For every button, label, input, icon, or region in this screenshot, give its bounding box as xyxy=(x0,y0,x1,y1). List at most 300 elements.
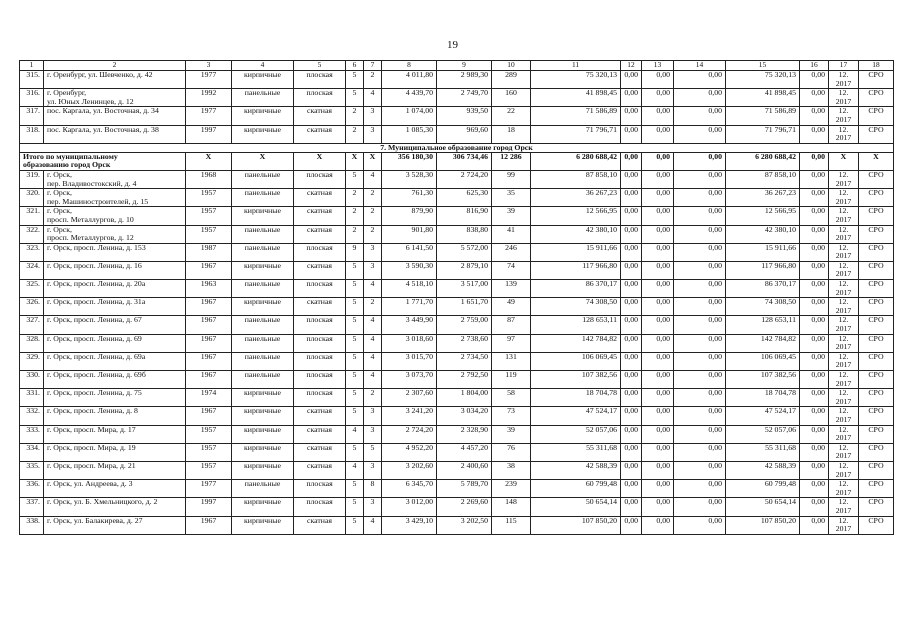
total-cost-cell: 0,00 xyxy=(642,152,674,170)
cost-cell: 0,00 xyxy=(674,207,726,225)
year-cell: 1957 xyxy=(186,225,232,243)
row-number-cell: 330. xyxy=(20,371,44,389)
deadline-cell-line: 12. xyxy=(838,225,849,234)
cost-cell: 0,00 xyxy=(674,125,726,143)
address-cell-line: г. Орск, просп. Ленина, д. 20а xyxy=(47,279,146,289)
address-cell-line: г. Орск, xyxy=(47,206,72,216)
cost-cell: 0,00 xyxy=(642,107,674,125)
row-number-cell: 318. xyxy=(20,125,44,143)
cost-cell: 0,00 xyxy=(800,189,829,207)
wall-material-cell: кирпичные xyxy=(232,71,294,89)
cost-cell: 0,00 xyxy=(642,407,674,425)
cost-total-cell: 15 911,66 xyxy=(531,243,621,261)
address-cell-line: г. Орск, просп. Ленина, д. 153 xyxy=(47,243,146,252)
wall-material-cell: кирпичные xyxy=(232,407,294,425)
funding-cell: СРО xyxy=(859,261,894,279)
address-cell-line: г. Орск, просп. Ленина, д. 69 xyxy=(47,334,142,343)
funding-cell: СРО xyxy=(859,243,894,261)
address-cell-line: г. Орск, xyxy=(47,170,72,179)
row-number-cell: 329. xyxy=(20,352,44,370)
entrances-cell: 2 xyxy=(364,71,382,89)
cost-cell: 0,00 xyxy=(800,461,829,479)
year-cell: 1997 xyxy=(186,498,232,516)
total-area-cell: 3 241,20 xyxy=(382,407,437,425)
residents-cell: 131 xyxy=(492,352,531,370)
cost-cell: 0,00 xyxy=(621,407,642,425)
entrances-cell: 3 xyxy=(364,498,382,516)
cost-cell: 0,00 xyxy=(642,389,674,407)
address-cell-line: г. Орск, просп. Ленина, д. 75 xyxy=(47,388,142,398)
total-area-cell: 2 724,20 xyxy=(382,425,437,443)
year-cell: 1967 xyxy=(186,316,232,334)
deadline-cell xyxy=(829,316,859,334)
row-number-cell: 332. xyxy=(20,407,44,425)
deadline-cell-line: 12. xyxy=(838,388,849,398)
total-area-cell: 3 018,60 xyxy=(382,334,437,352)
wall-material-cell: кирпичные xyxy=(232,107,294,125)
deadline-cell xyxy=(829,107,859,125)
table-row xyxy=(20,280,894,298)
row-number-cell: 321. xyxy=(20,207,44,225)
column-number-cell: 13 xyxy=(642,61,674,71)
residents-cell: 115 xyxy=(492,516,531,534)
funding-cell: СРО xyxy=(859,125,894,143)
entrances-cell: 3 xyxy=(364,461,382,479)
floors-cell: 5 xyxy=(346,389,364,407)
cost-cell: 0,00 xyxy=(642,280,674,298)
deadline-cell-line: 12. xyxy=(838,125,849,134)
funding-cell: СРО xyxy=(859,207,894,225)
column-number-cell: 1 xyxy=(20,61,44,71)
cost-total-cell: 107 850,20 xyxy=(531,516,621,534)
floors-cell: 5 xyxy=(346,89,364,107)
deadline-cell xyxy=(829,71,859,89)
roof-type-cell: плоская xyxy=(294,498,346,516)
address-cell xyxy=(44,461,186,479)
deadline-cell xyxy=(829,334,859,352)
wall-material-cell: панельные xyxy=(232,334,294,352)
roof-type-cell: скатная xyxy=(294,225,346,243)
address-cell-line: г. Орск, xyxy=(47,225,72,234)
deadline-cell-line: 12. xyxy=(838,479,849,489)
wall-material-cell: кирпичные xyxy=(232,516,294,534)
deadline-cell-line: 12. xyxy=(838,315,849,325)
funding-cell: СРО xyxy=(859,498,894,516)
entrances-cell: 3 xyxy=(364,107,382,125)
total-roof-type-cell: X xyxy=(294,152,346,170)
deadline-cell-line: 2017 xyxy=(835,360,852,370)
living-area-cell: 2 738,60 xyxy=(437,334,492,352)
cost-cell: 106 069,45 xyxy=(726,352,800,370)
cost-cell: 47 524,17 xyxy=(726,407,800,425)
row-number-cell: 333. xyxy=(20,425,44,443)
year-cell: 1957 xyxy=(186,461,232,479)
cost-cell: 0,00 xyxy=(621,170,642,188)
cost-total-cell: 87 858,10 xyxy=(531,170,621,188)
total-area-cell: 3 012,00 xyxy=(382,498,437,516)
cost-cell: 0,00 xyxy=(621,107,642,125)
floors-cell: 4 xyxy=(346,461,364,479)
year-cell: 1967 xyxy=(186,298,232,316)
address-cell xyxy=(44,389,186,407)
deadline-cell xyxy=(829,225,859,243)
cost-cell: 55 311,68 xyxy=(726,443,800,461)
year-cell: 1967 xyxy=(186,352,232,370)
residents-cell: 246 xyxy=(492,243,531,261)
roof-type-cell: скатная xyxy=(294,443,346,461)
cost-cell: 0,00 xyxy=(800,425,829,443)
total-area-cell: 3 073,70 xyxy=(382,371,437,389)
total-funding-cell: X xyxy=(859,152,894,170)
total-area-cell: 3 449,90 xyxy=(382,316,437,334)
deadline-cell-line: 2017 xyxy=(835,78,852,88)
cost-cell: 0,00 xyxy=(674,389,726,407)
row-number-cell: 338. xyxy=(20,516,44,534)
address-cell-line: пер. Владивостокский, д. 4 xyxy=(47,178,137,188)
cost-total-cell: 106 069,45 xyxy=(531,352,621,370)
address-cell xyxy=(44,261,186,279)
cost-cell: 0,00 xyxy=(621,261,642,279)
year-cell: 1963 xyxy=(186,280,232,298)
address-cell xyxy=(44,189,186,207)
cost-cell: 50 654,14 xyxy=(726,498,800,516)
entrances-cell: 3 xyxy=(364,407,382,425)
deadline-cell-line: 12. xyxy=(838,443,849,452)
cost-cell: 0,00 xyxy=(621,425,642,443)
entrances-cell: 4 xyxy=(364,170,382,188)
roof-type-cell: плоская xyxy=(294,89,346,107)
cost-total-cell: 60 799,48 xyxy=(531,480,621,498)
entrances-cell: 2 xyxy=(364,389,382,407)
total-area-cell: 4 952,20 xyxy=(382,443,437,461)
living-area-cell: 2 400,60 xyxy=(437,461,492,479)
deadline-cell-line: 2017 xyxy=(835,433,852,443)
cost-total-cell: 42 380,10 xyxy=(531,225,621,243)
deadline-cell xyxy=(829,170,859,188)
deadline-cell-line: 12. xyxy=(838,516,849,525)
total-label-line: Итого по муниципальному xyxy=(23,152,118,161)
table-row xyxy=(20,225,894,243)
cost-cell: 0,00 xyxy=(800,170,829,188)
deadline-cell xyxy=(829,298,859,316)
address-cell-line: г. Орск, просп. Ленина, д. 67 xyxy=(47,315,142,325)
roof-type-cell: плоская xyxy=(294,243,346,261)
cost-cell: 0,00 xyxy=(642,298,674,316)
cost-cell: 0,00 xyxy=(674,498,726,516)
cost-total-cell: 117 966,80 xyxy=(531,261,621,279)
living-area-cell: 3 034,20 xyxy=(437,407,492,425)
cost-cell: 0,00 xyxy=(621,498,642,516)
deadline-cell-line: 12. xyxy=(838,297,849,307)
living-area-cell: 939,50 xyxy=(437,107,492,125)
living-area-cell: 2 749,70 xyxy=(437,89,492,107)
deadline-cell-line: 2017 xyxy=(835,178,852,188)
cost-cell: 0,00 xyxy=(621,225,642,243)
roof-type-cell: плоская xyxy=(294,280,346,298)
deadline-cell-line: 12. xyxy=(838,425,849,434)
residents-cell: 39 xyxy=(492,425,531,443)
cost-cell: 0,00 xyxy=(674,480,726,498)
table-row xyxy=(20,107,894,125)
cost-cell: 0,00 xyxy=(642,461,674,479)
deadline-cell-line: 2017 xyxy=(835,469,852,479)
deadline-cell xyxy=(829,498,859,516)
living-area-cell: 2 879,10 xyxy=(437,261,492,279)
roof-type-cell: скатная xyxy=(294,425,346,443)
wall-material-cell: панельные xyxy=(232,170,294,188)
cost-cell: 15 911,66 xyxy=(726,243,800,261)
table-row xyxy=(20,389,894,407)
cost-cell: 0,00 xyxy=(621,125,642,143)
address-cell xyxy=(44,371,186,389)
address-cell-line: г. Орск, xyxy=(47,188,72,198)
living-area-cell: 5 789,70 xyxy=(437,480,492,498)
total-cost-total-cell: 6 280 688,42 xyxy=(531,152,621,170)
cost-cell: 0,00 xyxy=(621,371,642,389)
cost-cell: 36 267,23 xyxy=(726,189,800,207)
year-cell: 1977 xyxy=(186,480,232,498)
deadline-cell xyxy=(829,352,859,370)
total-area-cell: 2 307,60 xyxy=(382,389,437,407)
table-row xyxy=(20,461,894,479)
living-area-cell: 2 734,50 xyxy=(437,352,492,370)
living-area-cell: 4 457,20 xyxy=(437,443,492,461)
cost-cell: 0,00 xyxy=(642,316,674,334)
cost-cell: 0,00 xyxy=(800,225,829,243)
wall-material-cell: панельные xyxy=(232,225,294,243)
year-cell: 1997 xyxy=(186,125,232,143)
roof-type-cell: скатная xyxy=(294,261,346,279)
floors-cell: 5 xyxy=(346,480,364,498)
floors-cell: 5 xyxy=(346,298,364,316)
deadline-cell-line: 12. xyxy=(838,88,849,98)
total-living-area-cell: 306 734,46 xyxy=(437,152,492,170)
cost-cell: 0,00 xyxy=(674,334,726,352)
total-label xyxy=(20,152,186,170)
entrances-cell: 2 xyxy=(364,298,382,316)
deadline-cell-line: 12. xyxy=(838,206,849,216)
deadline-cell xyxy=(829,371,859,389)
cost-cell: 0,00 xyxy=(674,298,726,316)
deadline-cell-line: 2017 xyxy=(835,114,852,124)
housing-repair-table xyxy=(19,60,894,535)
residents-cell: 41 xyxy=(492,225,531,243)
cost-cell: 0,00 xyxy=(674,316,726,334)
row-number-cell: 325. xyxy=(20,280,44,298)
year-cell: 1957 xyxy=(186,425,232,443)
year-cell: 1977 xyxy=(186,107,232,125)
cost-cell: 0,00 xyxy=(642,352,674,370)
cost-cell: 0,00 xyxy=(674,107,726,125)
cost-cell: 0,00 xyxy=(621,516,642,534)
floors-cell: 5 xyxy=(346,280,364,298)
floors-cell: 5 xyxy=(346,443,364,461)
address-cell-line: г. Оренбург, xyxy=(47,88,87,98)
deadline-cell-line: 2017 xyxy=(835,196,852,206)
table-row xyxy=(20,316,894,334)
address-cell xyxy=(44,89,186,107)
deadline-cell-line: 2017 xyxy=(835,269,852,279)
total-area-cell: 761,30 xyxy=(382,189,437,207)
page-number: 19 xyxy=(447,39,458,51)
deadline-cell-line: 2017 xyxy=(835,251,852,261)
entrances-cell: 4 xyxy=(364,316,382,334)
wall-material-cell: панельные xyxy=(232,280,294,298)
cost-cell: 0,00 xyxy=(800,280,829,298)
deadline-cell xyxy=(829,189,859,207)
cost-cell: 0,00 xyxy=(800,334,829,352)
address-cell xyxy=(44,170,186,188)
residents-cell: 58 xyxy=(492,389,531,407)
cost-cell: 42 380,10 xyxy=(726,225,800,243)
wall-material-cell: кирпичные xyxy=(232,125,294,143)
living-area-cell: 5 572,00 xyxy=(437,243,492,261)
cost-cell: 0,00 xyxy=(621,443,642,461)
deadline-cell xyxy=(829,461,859,479)
deadline-cell xyxy=(829,89,859,107)
cost-total-cell: 86 370,17 xyxy=(531,280,621,298)
deadline-cell-line: 2017 xyxy=(835,451,852,461)
cost-cell: 0,00 xyxy=(621,334,642,352)
cost-total-cell: 50 654,14 xyxy=(531,498,621,516)
deadline-cell xyxy=(829,516,859,534)
cost-cell: 0,00 xyxy=(642,207,674,225)
row-number-cell: 334. xyxy=(20,443,44,461)
cost-cell: 0,00 xyxy=(674,371,726,389)
total-deadline-cell: X xyxy=(829,152,859,170)
floors-cell: 5 xyxy=(346,371,364,389)
address-cell xyxy=(44,516,186,534)
cost-cell: 0,00 xyxy=(674,89,726,107)
address-cell xyxy=(44,71,186,89)
cost-cell: 117 966,80 xyxy=(726,261,800,279)
floors-cell: 2 xyxy=(346,225,364,243)
column-number-cell: 3 xyxy=(186,61,232,71)
deadline-cell-line: 2017 xyxy=(835,487,852,497)
funding-cell: СРО xyxy=(859,298,894,316)
living-area-cell: 2 989,30 xyxy=(437,71,492,89)
deadline-cell-line: 12. xyxy=(838,106,849,116)
column-number-cell: 17 xyxy=(829,61,859,71)
cost-cell: 107 850,20 xyxy=(726,516,800,534)
total-area-cell: 4 518,10 xyxy=(382,280,437,298)
cost-total-cell: 55 311,68 xyxy=(531,443,621,461)
cost-cell: 0,00 xyxy=(674,71,726,89)
year-cell: 1967 xyxy=(186,371,232,389)
table-row xyxy=(20,125,894,143)
cost-cell: 0,00 xyxy=(642,498,674,516)
cost-cell: 18 704,78 xyxy=(726,389,800,407)
wall-material-cell: панельные xyxy=(232,480,294,498)
roof-type-cell: плоская xyxy=(294,352,346,370)
row-number-cell: 328. xyxy=(20,334,44,352)
address-cell-line: г. Орск, ул. Балакирева, д. 27 xyxy=(47,516,143,525)
entrances-cell: 3 xyxy=(364,243,382,261)
address-cell-line: г. Орск, ул. Б. Хмельницкого, д. 2 xyxy=(47,497,158,507)
deadline-cell-line: 2017 xyxy=(835,396,852,406)
column-number-cell: 2 xyxy=(44,61,186,71)
residents-cell: 22 xyxy=(492,107,531,125)
deadline-cell xyxy=(829,207,859,225)
cost-cell: 0,00 xyxy=(621,352,642,370)
column-number-cell: 14 xyxy=(674,61,726,71)
entrances-cell: 4 xyxy=(364,371,382,389)
cost-total-cell: 12 566,95 xyxy=(531,207,621,225)
living-area-cell: 3 517,00 xyxy=(437,280,492,298)
cost-cell: 128 653,11 xyxy=(726,316,800,334)
cost-cell: 0,00 xyxy=(621,316,642,334)
row-number-cell: 335. xyxy=(20,461,44,479)
cost-cell: 0,00 xyxy=(800,89,829,107)
cost-cell: 0,00 xyxy=(621,480,642,498)
table-row xyxy=(20,516,894,534)
table-row xyxy=(20,371,894,389)
deadline-cell-line: 2017 xyxy=(835,378,852,388)
year-cell: 1974 xyxy=(186,389,232,407)
row-number-cell: 324. xyxy=(20,261,44,279)
residents-cell: 74 xyxy=(492,261,531,279)
total-area-cell: 3 202,60 xyxy=(382,461,437,479)
wall-material-cell: кирпичные xyxy=(232,443,294,461)
roof-type-cell: плоская xyxy=(294,170,346,188)
deadline-cell-line: 12. xyxy=(838,243,849,252)
cost-total-cell: 128 653,11 xyxy=(531,316,621,334)
row-number-cell: 337. xyxy=(20,498,44,516)
floors-cell: 5 xyxy=(346,334,364,352)
wall-material-cell: кирпичные xyxy=(232,498,294,516)
cost-cell: 0,00 xyxy=(674,352,726,370)
total-area-cell: 3 528,30 xyxy=(382,170,437,188)
year-cell: 1957 xyxy=(186,443,232,461)
address-cell xyxy=(44,498,186,516)
total-cost-cell: 6 280 688,42 xyxy=(726,152,800,170)
cost-cell: 0,00 xyxy=(642,516,674,534)
address-cell-line: г. Орск, просп. Ленина, д. 16 xyxy=(47,261,142,270)
deadline-cell-line: 2017 xyxy=(835,324,852,334)
residents-cell: 289 xyxy=(492,71,531,89)
deadline-cell-line: 12. xyxy=(838,279,849,289)
cost-cell: 0,00 xyxy=(800,389,829,407)
deadline-cell-line: 12. xyxy=(838,406,849,416)
cost-total-cell: 42 588,39 xyxy=(531,461,621,479)
wall-material-cell: кирпичные xyxy=(232,425,294,443)
table-row xyxy=(20,407,894,425)
row-number-cell: 327. xyxy=(20,316,44,334)
funding-cell: СРО xyxy=(859,107,894,125)
address-cell xyxy=(44,298,186,316)
living-area-cell: 816,90 xyxy=(437,207,492,225)
funding-cell: СРО xyxy=(859,425,894,443)
roof-type-cell: скатная xyxy=(294,298,346,316)
cost-cell: 0,00 xyxy=(642,443,674,461)
floors-cell: 2 xyxy=(346,125,364,143)
floors-cell: 5 xyxy=(346,407,364,425)
cost-cell: 0,00 xyxy=(642,89,674,107)
year-cell: 1967 xyxy=(186,516,232,534)
roof-type-cell: плоская xyxy=(294,71,346,89)
address-cell xyxy=(44,334,186,352)
cost-cell: 0,00 xyxy=(642,334,674,352)
deadline-cell-line: 12. xyxy=(838,461,849,470)
table-row xyxy=(20,480,894,498)
wall-material-cell: кирпичные xyxy=(232,389,294,407)
total-area-cell: 3 590,30 xyxy=(382,261,437,279)
table-row xyxy=(20,298,894,316)
cost-total-cell: 36 267,23 xyxy=(531,189,621,207)
row-number-cell: 316. xyxy=(20,89,44,107)
living-area-cell: 2 759,00 xyxy=(437,316,492,334)
roof-type-cell: скатная xyxy=(294,125,346,143)
